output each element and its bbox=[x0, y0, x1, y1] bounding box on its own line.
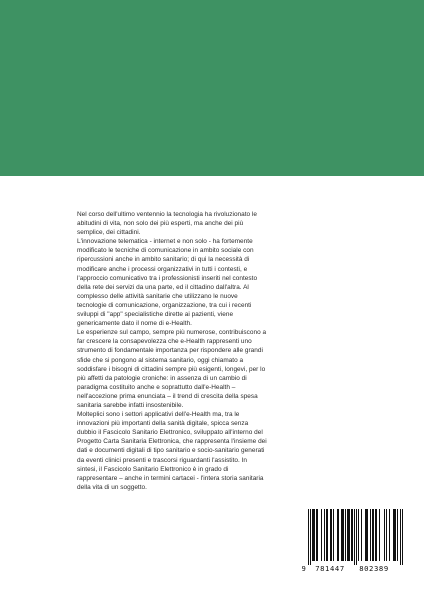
barcode-bar bbox=[379, 509, 380, 561]
barcode-right-group: 802389 bbox=[359, 564, 389, 573]
barcode-bar bbox=[349, 509, 350, 561]
barcode-bar bbox=[313, 509, 314, 561]
barcode-bar bbox=[361, 509, 362, 561]
barcode-bar bbox=[394, 509, 395, 561]
barcode-bar bbox=[367, 509, 368, 561]
barcode-bar bbox=[324, 509, 325, 561]
barcode-bar bbox=[312, 509, 313, 561]
barcode-bar bbox=[348, 509, 349, 561]
barcode-bar bbox=[393, 509, 394, 561]
barcode-bar bbox=[356, 509, 357, 565]
barcode-bar bbox=[373, 509, 374, 561]
barcode-bar bbox=[370, 509, 371, 561]
barcode-left-group: 781447 bbox=[315, 564, 345, 573]
barcode-bar bbox=[397, 509, 398, 561]
barcode-number bbox=[300, 564, 404, 573]
blurb-paragraph: Molteplici sono i settori applicativi dell'e-Health ma, tra le innovazioni più importanti della sanità digitale, spicca senza dubbio il Fascicolo Sanitario Elettronico, sviluppato all'interno del Progetto Carta Sanitaria Elettronica, che rappresenta l'insieme dei dati e documenti digitali di tipo sanitario e socio-sanitario generati da eventi clinici presenti e trascorsi riguardanti l'assistito. In sintesi, il Fascicolo Sanitario Elettronico è in grado di rappresentare – anche in termini cartacei - l'intera storia sanitaria della vita di un soggetto. bbox=[77, 411, 267, 491]
barcode-bar bbox=[333, 509, 334, 561]
barcode-bar bbox=[331, 509, 332, 561]
barcode-bar bbox=[310, 509, 311, 565]
back-cover-blurb bbox=[77, 210, 351, 492]
barcode-bar bbox=[343, 509, 344, 561]
barcode-bar bbox=[365, 509, 366, 561]
blurb-paragraph: L'innovazione telematica - internet e non solo - ha fortemente modificato le tecniche di comunicazione in ambito sociale con ripercussioni anche in ambito sanitario; di qui la necessità di modificare anche i processi organizzativi in tutti i contesti, e l'approccio comunicativo tra i professionisti inseriti nel contesto della rete dei servizi da una parte, ed il cittadino dall'altra. Al complesso delle attività sanitarie che utilizzano le nuove tecnologie di comunicazione, organizzazione, tra cui i recenti sviluppi di "app" specialistiche dirette ai pazienti, viene genericamente dato il nome di e-Health. bbox=[77, 238, 258, 328]
barcode-bar bbox=[395, 509, 396, 561]
barcode-bar bbox=[337, 509, 338, 561]
barcode-bar bbox=[402, 509, 403, 565]
barcode-bar bbox=[400, 509, 401, 565]
barcode-bar bbox=[389, 509, 390, 561]
barcode-bar bbox=[372, 509, 373, 561]
barcode-bar bbox=[366, 509, 367, 561]
barcode-bar bbox=[358, 509, 359, 561]
barcode-bar bbox=[321, 509, 322, 561]
blurb-paragraph: Le esperienze sul campo, sempre più numerose, contribuiscono a far crescere la consapevolezza che e-Health rappresenti uno strumento di fondamentale importanza per rispondere alle grandi sfide che si pongono al sistema sanitario, oggi chiamato a soddisfare i bisogni di cittadini sempre più esigenti, longevi, per lo più affetti da patologie croniche: in assenza di un cambio di paradigma costituito anche e soprattutto dall'e-Health – nell'accezione prima enunciata – il trend di crescita della spesa sanitaria sarebbe infatti insostenibile. bbox=[77, 329, 267, 409]
barcode-lead-digit: 9 bbox=[301, 564, 307, 573]
barcode-bar bbox=[327, 509, 328, 561]
barcode-bar bbox=[338, 509, 339, 561]
barcode-bar bbox=[341, 509, 342, 561]
barcode-bar bbox=[354, 509, 355, 565]
barcode-bar bbox=[351, 509, 352, 561]
barcode-bar bbox=[386, 509, 387, 561]
barcode-bar bbox=[316, 509, 317, 561]
barcode-bar bbox=[345, 509, 346, 561]
barcode-bar bbox=[376, 509, 377, 561]
barcode-bar bbox=[347, 509, 348, 561]
barcode-bar bbox=[352, 509, 353, 561]
barcode-bar bbox=[326, 509, 327, 561]
barcode-bars bbox=[300, 505, 404, 565]
barcode-bar bbox=[314, 509, 315, 561]
barcode-bar bbox=[375, 509, 376, 561]
barcode-bar bbox=[384, 509, 385, 561]
barcode-bar bbox=[308, 509, 309, 565]
barcode-bar bbox=[330, 509, 331, 561]
barcode-bar bbox=[342, 509, 343, 561]
cover-color-band bbox=[0, 0, 424, 176]
barcode-bar bbox=[317, 509, 318, 561]
isbn-barcode bbox=[300, 505, 404, 575]
blurb-paragraph: Nel corso dell'ultimo ventennio la tecnologia ha rivoluzionato le abitudini di vita, non solo dei più esperti, ma anche dei più semplice, dei cittadini. bbox=[77, 211, 258, 237]
